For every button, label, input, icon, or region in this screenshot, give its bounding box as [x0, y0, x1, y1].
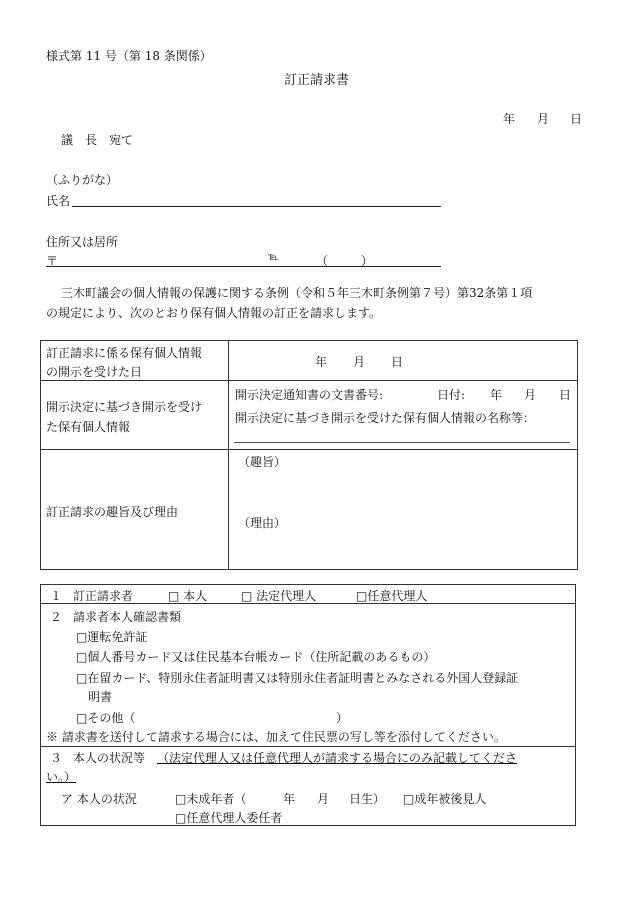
- reason-label: （理由）: [238, 516, 287, 530]
- voluntary-agent-delegator-checkbox[interactable]: □任意代理人委任者: [175, 811, 283, 825]
- agent-only-note-line1: （法定代理人又は任意代理人が請求する場合にのみ記載してくださ: [157, 751, 518, 765]
- disclosure-date-label-line1: 訂正請求に係る保有個人情報: [46, 346, 203, 360]
- tel-paren-close: ）: [361, 254, 374, 268]
- tel-label: ℡: [268, 252, 279, 263]
- intro-line-1: 三木町議会の個人情報の保護に関する条例（令和５年三木町条例第７号）第32条第１項: [61, 286, 533, 300]
- correction-purpose-reason-label: 訂正請求の趣旨及び理由: [46, 505, 179, 519]
- date-day-label: 日: [570, 112, 583, 126]
- section2-number: ２: [50, 610, 63, 624]
- disclosure-date-month: 月: [353, 355, 366, 369]
- disclosed-info-name-underline: [234, 442, 570, 443]
- page-title: 訂正請求書: [284, 73, 350, 88]
- requester-type-label: 訂正請求者: [73, 589, 134, 603]
- addressee: 議 長 宛て: [61, 133, 134, 147]
- minor-birth-month: 月: [317, 792, 330, 806]
- other-doc-checkbox[interactable]: □その他（: [76, 711, 136, 725]
- intro-line-2: の規定により、次のとおり保有個人情報の訂正を請求します。: [46, 306, 382, 320]
- name-label: 氏名: [46, 194, 71, 208]
- table1-row-divider-2: [40, 449, 578, 450]
- adult-ward-checkbox[interactable]: □成年被後見人: [403, 792, 487, 806]
- table2-row-divider-2: [40, 746, 576, 747]
- notice-date-label: 日付:: [437, 388, 466, 402]
- disclosed-info-name-label: 開示決定に基づき開示を受けた保有個人情報の名称等：: [235, 411, 536, 425]
- notice-date-month: 月: [524, 388, 537, 402]
- section1-number: １: [50, 589, 63, 603]
- date-year-label: 年: [503, 112, 516, 126]
- notice-date-year: 年: [490, 388, 503, 402]
- my-number-card-checkbox[interactable]: □個人番号カード又は住民基本台帳カード（住所記載のあるもの）: [76, 650, 436, 664]
- identity-docs-label: 請求者本人確認書類: [73, 610, 182, 624]
- form-number: 様式第 11 号（第 18 条関係）: [46, 49, 212, 63]
- minor-birth-day: 日生）: [349, 792, 386, 806]
- residence-card-checkbox[interactable]: □在留カード、特別永住者証明書又は特別永住者証明書とみなされる外国人登録証: [76, 671, 519, 685]
- disclosure-date-year: 年: [315, 355, 328, 369]
- other-doc-close-paren: ）: [336, 711, 349, 725]
- date-month-label: 月: [537, 112, 550, 126]
- section3-number: ３: [50, 751, 63, 765]
- tel-paren-open: （: [316, 254, 329, 268]
- minor-birth-year: 年: [283, 792, 296, 806]
- disclosure-date-day: 日: [391, 355, 404, 369]
- purpose-label: （趣旨）: [238, 455, 287, 469]
- disclosed-info-label-line1: 開示決定に基づき開示を受け: [46, 400, 203, 414]
- drivers-license-checkbox[interactable]: □運転免許証: [76, 630, 148, 644]
- principal-status-label: 本人の状況等: [73, 751, 146, 765]
- minor-checkbox[interactable]: □未成年者（: [175, 792, 247, 806]
- notice-date-day: 日: [559, 388, 572, 402]
- notice-doc-number-label: 開示決定通知書の文書番号:: [235, 388, 384, 402]
- address-label: 住所又は居所: [46, 235, 119, 249]
- name-underline: [72, 206, 441, 207]
- furigana-label: （ふりがな）: [46, 173, 119, 187]
- postal-mark: 〒: [46, 254, 59, 268]
- residence-card-line2: 明書: [88, 690, 113, 704]
- requester-voluntary-agent-checkbox[interactable]: □任意代理人: [356, 589, 428, 603]
- address-underline: [46, 266, 441, 267]
- table1-column-divider: [228, 340, 229, 570]
- table1-row-divider-1: [40, 380, 578, 381]
- disclosure-date-label-line2: の開示を受けた日: [46, 365, 143, 379]
- agent-only-note-line2: い。）: [46, 770, 77, 784]
- principal-status-sublabel: ア 本人の状況: [61, 792, 137, 806]
- requester-legal-agent-checkbox[interactable]: □ 法定代理人: [241, 589, 317, 603]
- disclosed-info-label-line2: た保有個人情報: [46, 420, 131, 434]
- mail-request-note: ※ 請求書を送付して請求する場合には、加えて住民票の写し等を添付してください。: [46, 730, 506, 744]
- requester-self-checkbox[interactable]: □ 本人: [168, 589, 208, 603]
